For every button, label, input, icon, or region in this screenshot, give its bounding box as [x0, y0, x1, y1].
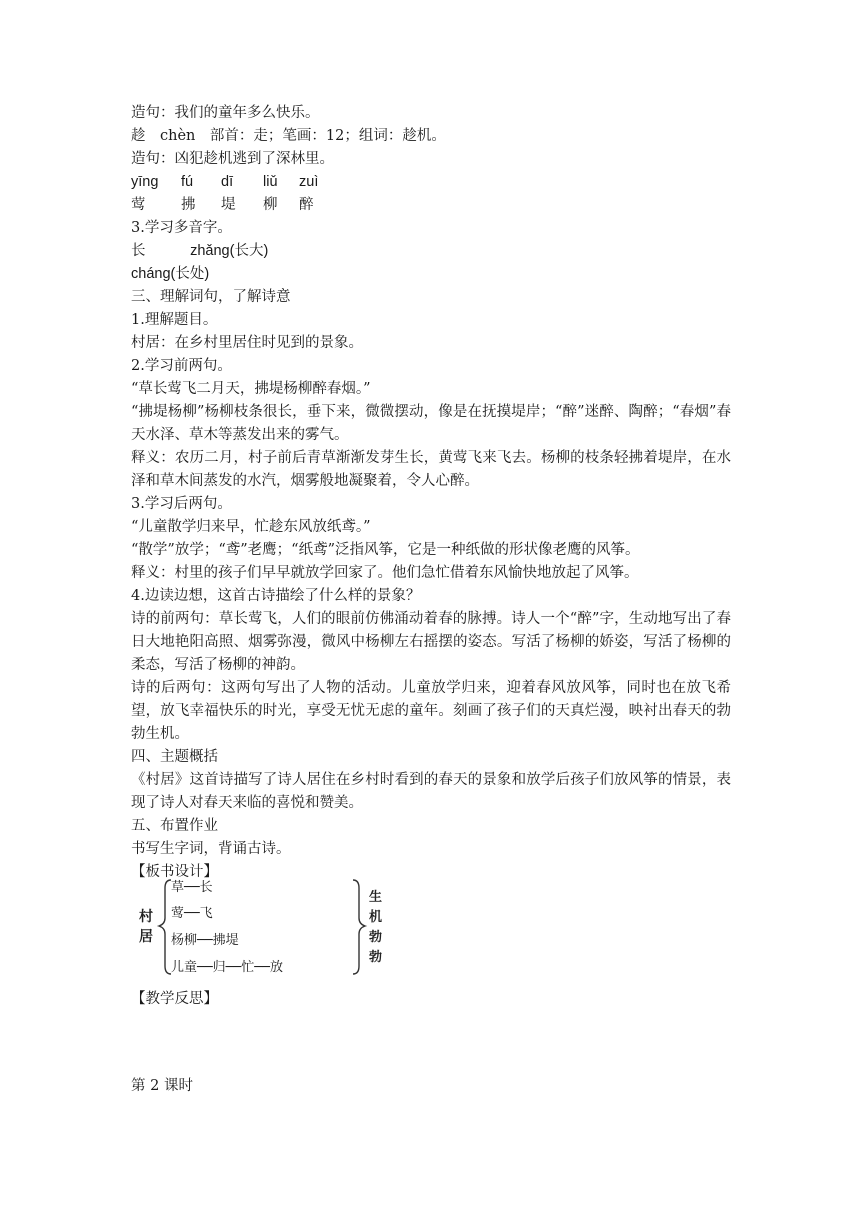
poem-quote: “草长莺飞二月天，拂堤杨柳醉春烟。” [131, 381, 371, 397]
board-title-char: 村 [139, 909, 153, 925]
pinyin-item: fú [181, 174, 194, 190]
polyphone-char: 长 [131, 243, 146, 259]
board-row: 杨柳──拂堤 [171, 933, 239, 948]
board-row: 莺──飞 [171, 906, 213, 921]
paragraph: “拂堤杨柳”杨柳枝条很长，垂下来，微微摆动，像是在抚摸堤岸；“醉”迷醉、陶醉；“春烟”春天水泽、草木等蒸发出来的雾气。 [131, 404, 731, 443]
blackboard-diagram [131, 874, 391, 978]
character-item: 莺 [131, 197, 146, 213]
polyphone-reading: chánɡ(长处) [131, 266, 210, 282]
board-design-heading: 【板书设计】 [131, 864, 218, 880]
left-brace [159, 880, 171, 974]
polyphone-reading: zhǎnɡ(长大) [190, 243, 269, 259]
polyphone-line [131, 240, 731, 263]
pinyin-item: liǔ [263, 174, 278, 190]
paragraph: 释义：农历二月，村子前后青草渐渐发芽生长，黄莺飞来飞去。杨柳的枝条轻拂着堤岸，在水泽和草木间蒸发的水汽，烟雾般地凝聚着，令人心醉。 [131, 450, 731, 489]
reflection-heading: 【教学反思】 [131, 991, 218, 1007]
board-title-char: 居 [139, 929, 153, 945]
board-row: 草──长 [171, 880, 213, 895]
character-item: 堤 [221, 197, 236, 213]
text-line: “散学”放学；“鸢”老鹰；“纸鸢”泛指风筝，它是一种纸做的形状像老鹰的风筝。 [131, 542, 640, 558]
section-step: 1.理解题目。 [131, 312, 218, 328]
board-right-char: 勃 [369, 930, 383, 945]
character-row [131, 194, 731, 217]
paragraph: 诗的后两句：这两句写出了人物的活动。儿童放学归来，迎着春风放风筝，同时也在放飞希望，放飞幸福快乐的时光，享受无忧无虑的童年。刻画了孩子们的天真烂漫，映衬出春天的勃勃生机。 [131, 680, 731, 742]
paragraph: 诗的前两句：草长莺飞，人们的眼前仿佛涌动着春的脉搏。诗人一个“醉”字，生动地写出了春日大地艳阳高照、烟雾弥漫，微风中杨柳左右摇摆的姿态。写活了杨柳的娇姿，写活了杨柳的柔态，写活了杨柳的神韵。 [131, 611, 731, 673]
character-item: 醉 [299, 197, 314, 213]
paragraph: 《村居》这首诗描写了诗人居住在乡村时看到的春天的景象和放学后孩子们放风筝的情景，表现了诗人对春天来临的喜悦和赞美。 [131, 772, 731, 811]
section-heading: 五、布置作业 [131, 818, 218, 834]
text-line: 造句：凶犯趁机逃到了深林里。 [131, 151, 334, 167]
section-step: 2.学习前两句。 [131, 358, 232, 374]
lesson-label: 第 2 课时 [131, 1078, 193, 1094]
right-brace [353, 880, 365, 974]
poem-quote: “儿童散学归来早，忙趁东风放纸鸢。” [131, 519, 371, 535]
text-line: 释义：村里的孩子们早早就放学回家了。他们急忙借着东风愉快地放起了风筝。 [131, 565, 639, 581]
pinyin-item: yīng [131, 174, 159, 190]
text-line: 书写生字词，背诵古诗。 [131, 841, 291, 857]
pinyin-row [131, 171, 731, 194]
section-step: 4.边读边想，这首古诗描绘了什么样的景象？ [131, 588, 421, 604]
pinyin-item: zuì [299, 174, 319, 190]
document-body [131, 102, 731, 884]
text-line: 造句：我们的童年多么快乐。 [131, 105, 320, 121]
section-step: 3.学习后两句。 [131, 496, 232, 512]
board-right-char: 生 [369, 890, 383, 905]
section-heading: 四、主题概括 [131, 749, 218, 765]
character-item: 拂 [181, 197, 196, 213]
text-line: 村居：在乡村里居住时见到的景象。 [131, 335, 363, 351]
section-step: 3.学习多音字。 [131, 220, 232, 236]
character-item: 柳 [263, 197, 278, 213]
board-row: 儿童──归──忙──放 [171, 960, 283, 975]
section-heading: 三、理解词句，了解诗意 [131, 289, 291, 305]
board-right-char: 勃 [369, 950, 383, 965]
pinyin-item: dī [221, 174, 234, 190]
board-right-char: 机 [369, 910, 383, 925]
text-line: 趁 chèn 部首：走；笔画：12；组词：趁机。 [131, 128, 446, 144]
